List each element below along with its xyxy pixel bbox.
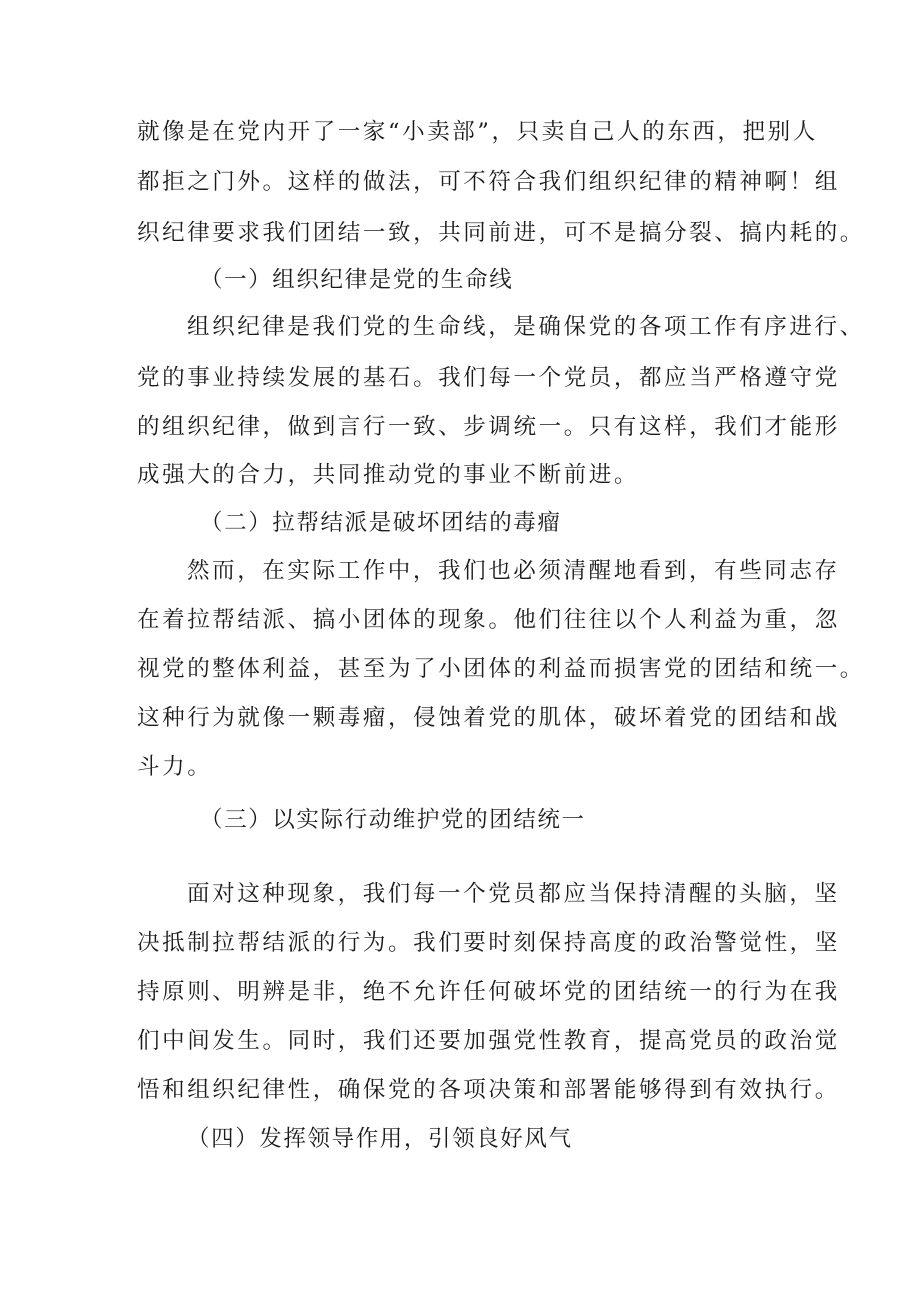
paragraph-line: 的组织纪律，做到言行一致、步调统一。只有这样，我们才能形	[137, 414, 840, 440]
paragraph-line: 悟和组织纪律性，确保党的各项决策和部署能够得到有效执行。	[137, 1077, 840, 1103]
section-heading: （三）以实际行动维护党的团结统一	[200, 807, 586, 833]
paragraph-line: 持原则、明辨是非，绝不允许任何破坏党的团结统一的行为在我	[137, 979, 840, 1005]
paragraph-line: 这种行为就像一颗毒瘤，侵蚀着党的肌体，破坏着党的团结和战	[137, 705, 840, 731]
paragraph-line: 织纪律要求我们团结一致，共同前进，可不是搞分裂、搞内耗的。	[137, 220, 865, 246]
paragraph-line: 就像是在党内开了一家“小卖部”，只卖自己人的东西，把别人	[137, 119, 818, 145]
section-heading: （一）组织纪律是党的生命线	[200, 267, 514, 293]
paragraph-line: 在着拉帮结派、搞小团体的现象。他们往往以个人利益为重，忽	[137, 607, 840, 633]
paragraph-line: 组织纪律是我们党的生命线，是确保党的各项工作有序进行、	[187, 314, 865, 340]
paragraph-line: 成强大的合力，共同推动党的事业不断前进。	[137, 462, 640, 488]
paragraph-line: 面对这种现象，我们每一个党员都应当保持清醒的头脑，坚	[187, 881, 840, 907]
section-heading: （二）拉帮结派是破坏团结的毒瘤	[200, 510, 562, 536]
paragraph-line: 们中间发生。同时，我们还要加强党性教育，提高党员的政治觉	[137, 1028, 840, 1054]
paragraph-line: 斗力。	[137, 754, 213, 780]
paragraph-line: 都拒之门外。这样的做法，可不符合我们组织纪律的精神啊！组	[137, 169, 840, 195]
paragraph-line: 党的事业持续发展的基石。我们每一个党员，都应当严格遵守党	[137, 365, 840, 391]
section-heading: （四）发挥领导作用，引领良好风气	[187, 1126, 573, 1152]
paragraph-line: 视党的整体利益，甚至为了小团体的利益而损害党的团结和统一。	[137, 656, 865, 682]
paragraph-line: 然而，在实际工作中，我们也必须清醒地看到，有些同志存	[187, 558, 840, 584]
paragraph-line: 决抵制拉帮结派的行为。我们要时刻保持高度的政治警觉性，坚	[137, 930, 840, 956]
